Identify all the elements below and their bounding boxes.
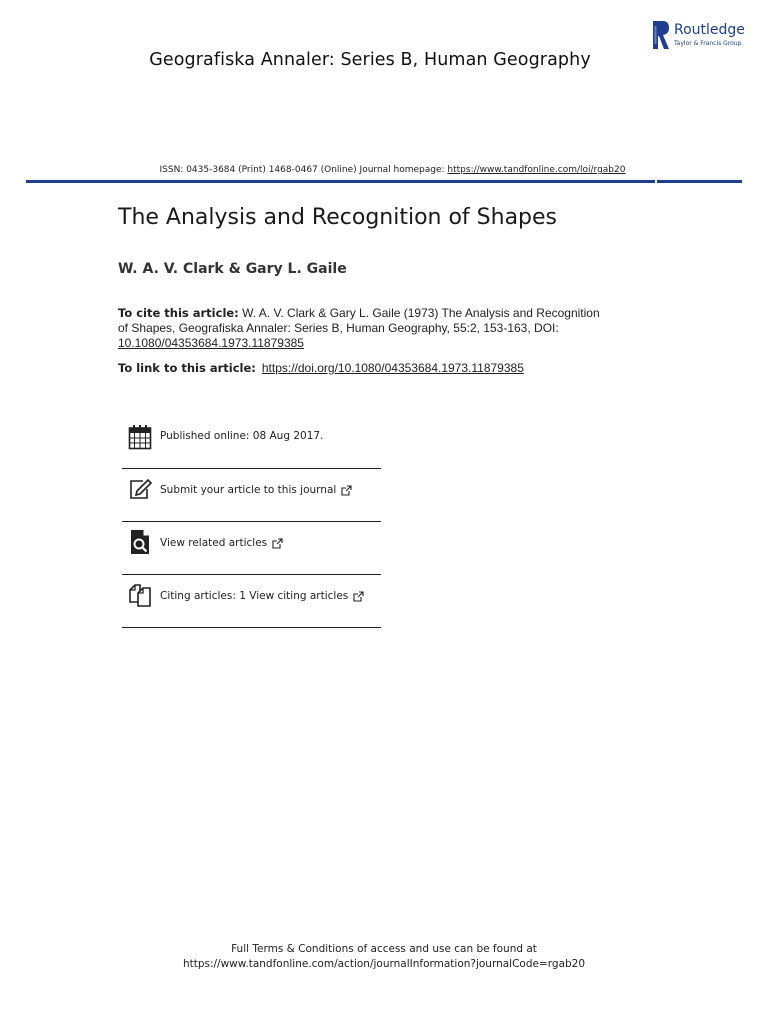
terms-link[interactable]: https://www.tandfonline.com/action/journalInformation?journalCode=rgab20 — [182, 958, 586, 970]
cite-label: To cite this article: — [118, 306, 239, 320]
edit-icon — [128, 477, 152, 503]
header-divider-gap — [655, 180, 657, 183]
published-online-text: Published online: 08 Aug 2017. — [160, 430, 324, 442]
related-articles-link[interactable] — [160, 537, 283, 549]
citing-articles-label: Citing articles: 1 View citing articles — [160, 590, 349, 602]
terms-footer — [0, 942, 768, 972]
cite-text: W. A. V. Clark & Gary L. Gaile (1973) The Analysis and Recognition of Shapes, Geografiska Annaler: Series B, Human Geography, 55:2, 153-163, DOI: — [118, 306, 600, 335]
related-articles-row[interactable] — [122, 526, 382, 578]
link-label: To link to this article: — [118, 361, 256, 375]
issn-line — [0, 165, 768, 175]
row-divider — [122, 468, 381, 469]
terms-text: Full Terms & Conditions of access and use can be found at — [231, 943, 537, 955]
citing-articles-link[interactable] — [160, 590, 364, 602]
related-articles-label: View related articles — [160, 537, 268, 549]
external-link-icon — [341, 485, 352, 496]
row-divider — [122, 627, 381, 628]
calendar-icon — [128, 424, 152, 450]
cite-doi-link[interactable]: 10.1080/04353684.1973.11879385 — [118, 336, 304, 350]
submit-article-link[interactable] — [160, 484, 352, 496]
article-authors: W. A. V. Clark & Gary L. Gaile — [118, 261, 347, 277]
external-link-icon — [272, 538, 283, 549]
article-title: The Analysis and Recognition of Shapes — [118, 205, 558, 230]
document-search-icon — [128, 529, 152, 555]
submit-article-row[interactable] — [122, 473, 382, 525]
external-link-icon — [353, 591, 364, 602]
publisher-name: Routledge — [674, 22, 745, 38]
row-divider — [122, 574, 381, 575]
published-online-row — [122, 420, 382, 472]
routledge-logo-icon — [652, 20, 670, 50]
journal-title: Geografiska Annaler: Series B, Human Geography — [149, 50, 591, 70]
citing-articles-row[interactable] — [122, 579, 382, 631]
submit-article-label: Submit your article to this journal — [160, 484, 337, 496]
row-divider — [122, 521, 381, 522]
issn-text: ISSN: 0435-3684 (Print) 1468-0467 (Online) Journal homepage: — [159, 165, 448, 175]
publisher-logo[interactable] — [652, 20, 762, 52]
header-divider — [26, 180, 742, 183]
publisher-subtitle: Taylor & Francis Group — [674, 40, 742, 47]
article-link-block — [118, 361, 524, 375]
citation-block — [118, 306, 608, 351]
journal-homepage-link[interactable]: https://www.tandfonline.com/loi/rgab20 — [447, 165, 626, 175]
copy-documents-icon — [128, 583, 152, 609]
article-doi-link[interactable]: https://doi.org/10.1080/04353684.1973.11879385 — [261, 361, 524, 375]
